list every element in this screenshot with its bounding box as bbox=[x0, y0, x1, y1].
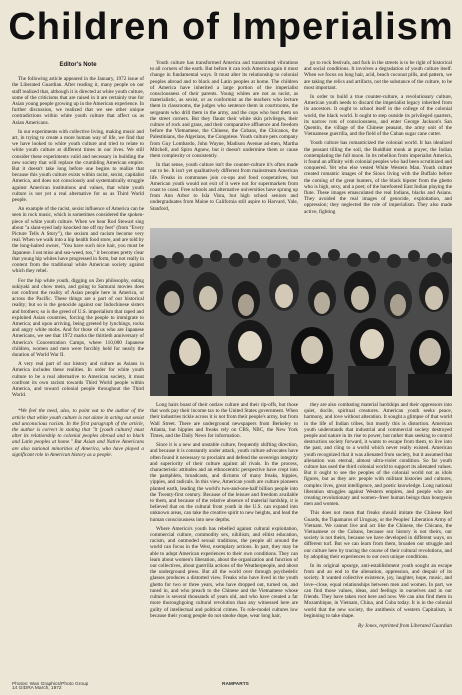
crowd-photo-image bbox=[150, 228, 452, 396]
editors-note-paragraph: The following article appeared in the January, 1972 issue of the Liberated Guardian. After reading it, many people on our staff realized that, although it is directed at white youth culture, some of the criticisms that are raised in it are certainly true for Asian young people growing up in the American experience. In further discussion, we realized that we see other unique contradictions within white youth culture that affect us as Asian Americans. bbox=[12, 76, 144, 126]
article-paragraph: Youth culture has romanticized the colonial world. It has idealized the peasant tilling the soil, the Buddhist monk at prayer, the Indian contemplating the full moon. In its rebellion from imperialist America, it found an affinity with colonial peoples who had been scrutinized and conquered. Yet who else vested White Western Man. Youth culture created romantic images of the Sioux living with the Buffalo before the coming of the great hunters, of the black hipster from the ghetto who is high, sexy, and a poet; of the barefooted East Indian playing the flute. These images emasculated the real Indians, blacks and Asians. They avoided the real images of genocide, exploitation, and oppression; they neglected the role of imperialism. They also made active, fighting bbox=[304, 140, 452, 215]
page-folio: 14 GIDRA March, 1972 bbox=[12, 686, 62, 691]
article-column-2 bbox=[150, 60, 298, 215]
crowd-photo bbox=[150, 228, 452, 396]
article-paragraph: Long hairs boast of their outlaw culture and their rip-offs, but those that work pay their income tax to the United States government. When their industries tickle across it is not from their people's army, but from Wall Street. There are underground newspapers from Berkeley to Atlanta, but hippies and freaks rely on CBS, NBC, the New York Times, and the Daily News for information. bbox=[150, 402, 298, 440]
source-magazine: RAMPARTS bbox=[222, 682, 249, 687]
article-byline: By Jones, reprinted from Liberated Guardian bbox=[358, 622, 452, 629]
editors-note-paragraph: An example of the racist, sexist influence of America can be seen in rock music, which is sometimes considered the spoken-piece of white youth culture. When we hear Rod Stewart sing about "a slant-eyed lady knocked me off my feet" (from "Every Picture Tells A Story"), the sexism and racism become very real. When we walk into a hip health food store, and are told by the long-haired owner, "You have such nice hair, you must be Japanese. I eat miso and sea-weed, too," it becomes pretty clear that young hip whites have progressed in form, but not really in content from the traditional white American society against which they rebel. bbox=[12, 206, 144, 275]
editors-note-paragraph: In our experiments with collective living, making music and art, in trying to create a more human way of life, we find that we have looked to white youth culture and tried to relate to white youth culture at different times in our lives. We still consider these experiments valid and necessary in building the new society that will replace the crumbling American empire. But it doesn't take long before one begins to realize that because this youth culture exists within racist, sexist, capitalist America, and does not consciously and systematically struggle against American institutions and values, that white youth culture is not yet a real alternative for us as Third World people. bbox=[12, 128, 144, 204]
article-paragraph: Where America's youth has rebelled against cultural exploitation, commercial culture, commodity sex, nihilism, and elitist education, racism, and outmoded sexual traditions, the people all around the world can focus in the West, exemplary actions. In part, they may be able to adopt American experiences to their own conditions. They can learn about women's liberation, about the organization and function of our collectives, about guerrilla actions of the Weatherpeople, and about the underground press. But all the world over through psychedelic glasses produces a distorted view. Freaks who have lived in the youth ghetto for two or three years, who have dropped out, turned on, and tuned in, and who preach to the Chinese and the Vietnamese whose culture is several thousands of years old, and who have created a far more thoroughgoing cultural revolution than any witnessed here are guilty of intellectual and political crimes. To role-model cultures low because their young people do not smoke dope, wear long hair, bbox=[150, 525, 298, 619]
editors-note-heading: Editor's Note bbox=[59, 62, 97, 68]
article-paragraph: go to rock festivals, and fuck in the streets is to be right of historical and social conditions. It involves a degradation of youth culture itself. When we focus on long hair, acid, beach coconut pills, and pattern, we are taking the relics and artifacts, not the substance of the culture, to be most important. bbox=[304, 60, 452, 91]
editors-note-paragraph: A very real part of our history and culture as Asians in America includes these realities. In order for white youth culture to be a real alternative to American society, it must confront its own racism towards Third World people within America, and toward colonial people throughout the Third World. bbox=[12, 361, 144, 399]
article-paragraph: Youth culture has transformed America and transmitted vibrations to all corners of the earth. But before it can rock America again it must change in fundamental ways. It must alter its relationship to colonial peoples abroad and to black and Latin peoples at home. The children of America have inherited a large portion of the imperialist consciousness of their parents. Young whites are not as racist, as materialistic, as sexist, or as conformist as the teachers who lecture them in classrooms, the judges who sentence them in courtrooms, the sergeants who drill them in the army, and the cops who bust them on the street corners. But they flaunt their white skin privileges, their culture of rock and grass, and their comparative affluence and freedom before the Vietnamese, the Chinese, the Cubans, the Chicanos, the Palestinians, the Algerians, the Congolese. Youth culture pets company from Guy Lombardo, John Wayne, Madison Avenue ad-men, Martha Mitchell, and Spiro Agnew, but it doesn't undermine them or cause them complexity or consistently. bbox=[150, 60, 298, 160]
editors-note-paragraph: For the hip white youth, digging on Zen philosophy, eating sukiyaki and chow mein, and going to Samurai movies does not confront the reality of Asian people here in America, or across the Pacific. These things are a part of our historical reality; but so is the genocide against our Indochinese sisters and brothers; so is the greed of U.S. imperialism that raped and exploited Asian countries, forcing the people to immigrate to America; and upon arriving, being greeted by lynchings, rocks and angry white mobs. And for those of us who are Japanese Americans, we see that 1972 marks the thirtieth anniversary of America's Concentration Camps, where 110,000 Japanese children, women and men were forcibly held for nearly the duration of World War II. bbox=[12, 277, 144, 358]
editors-note-footnote: *We feel the need, also, to point out to the author of the article that white youth culture is not alone in acting out sexist and unconscious racism. In the first paragraph of the article, the author is correct in stating that "it [youth culture] must alter its relationship to colonial peoples abroad and to black and Latin peoples at home." But Asian and Native Americans are also national minorities of America, who have played a significant role in American history as a people. bbox=[12, 408, 144, 458]
article-paragraph: In that sense, youth culture isn't the counter-culture it's often made out to be. It isn't yet qualitatively different from mainstream American life. Freaks in communes join co-ops and food cooperatives, but American youth would not exit of it were not for supermarkets from coast to coast. Free schools and alternative universities have sprung up from Ann Arbor to Isla Vista, but high school seniors and undergraduates from Maine to California still aspire to Harvard, Yale, Stanford, bbox=[150, 162, 298, 212]
article-column-4 bbox=[150, 402, 298, 622]
article-paragraph: This does not mean that freaks should imitate the Chinese Red Guards, the Tupamaros of Uruguay, or the Peoples' Liberation Army of Vietnam. We cannot live and act like the Chinese, the Chicano, the Vietnamese or the Cubans, because our history is not theirs, our society is not theirs, because we have developed in different ways, on different turf. But we can learn from them, broaden our struggle and our culture here by tracing the course of their cultural revolutions, and by adopting their experiences to our own unique conditions. bbox=[304, 510, 452, 560]
article-column-3 bbox=[304, 60, 452, 218]
article-column-5 bbox=[304, 402, 452, 629]
editors-note-column bbox=[12, 60, 144, 461]
article-paragraph: they are also combating material hardships and their oppressors into quiet, docile, spiritual creatures. American youth seeks peace, harmony, and love without alteration. It sought a glimpse of that world in the life of Indian tribes, but mostly this is distortion. American youth understands that industrial and commercial society destroyed people and nature in its rise to power, but rather than seeking to control destruction society forward, it wants to escape from them, to live into the past, and cling to a world which never really existed. American youth recognized that it was alienated from society, but it assumed that alienation was eternal, almost ultra-violet condition. So far youth culture has used the third colonial world to support its alienated values. But it ought to see the peoples of the colonial world not as idols figures, but as they are: people with militant histories and cultures, complex lives, great intelligence, and poetic knowledge. Long national liberation struggles against Western empires, and people who are creating revolutionary and women--freer human beings than bourgeois men and women. bbox=[304, 402, 452, 508]
article-title: Children of Imperialism bbox=[8, 6, 454, 48]
article-paragraph: Since it is a new and unstable culture, frequently shifting direction, and because it is constantly under attack, youth culture advocates have often found it necessary to proclaim and defend the sovereign integrity and superiority of their culture against all rivals. In the process, characteristic attitudes and an ethnocentric perspective have crept into the pamphlets, broadcasts, and dictums of many freaks, hippies, yippies, and radicals. In this view, American youth are culture pioneers planted earth, leading the world's two-and-one-half billion people into the Twenty-first century. Because of the leisure and freedom available to them, and because of the relative absence of material hardship, it is believed that on the cultural front youth in the U.S. can expand into unknown areas, can take the creative spirit to new heights, and lead the human consciousness into new depths. bbox=[150, 442, 298, 523]
article-paragraph: In order to build a true counter-culture, a revolutionary culture, American youth needs to discard the imperialist legacy inherited from its ancestors. It ought to school itself in the college of the colonial world, the black world. It ought to step outside its privileged quarters, its narrow ruts of consciousness, and enter George Jackson's San Quentin, the village of the Chinese peasant, the army unit of the Vietnamese guerrilla, and the field of the Cuban sugar cane cutter. bbox=[304, 94, 452, 138]
page-footer bbox=[12, 682, 452, 692]
article-paragraph: In its original upsurge, anti-establishment youth sought an escape from and an end to the alienation, oppression, and despair of its society. It wanted collective existence, joy, laughter, hope, music, and love--close, equal relationships between men and women. In part, we can find those values, ideas, and feelings in ourselves and in our friends. They have taken root here and now. We can also find them in Mozambique, in Vietnam, China, and Cuba today. It is in the colonial world that the new society, the antithesis of western Capitalism, is beginning to take shape. bbox=[304, 563, 452, 619]
photo-credit: Photos: Wan Graphics/Photo Group bbox=[12, 682, 89, 687]
